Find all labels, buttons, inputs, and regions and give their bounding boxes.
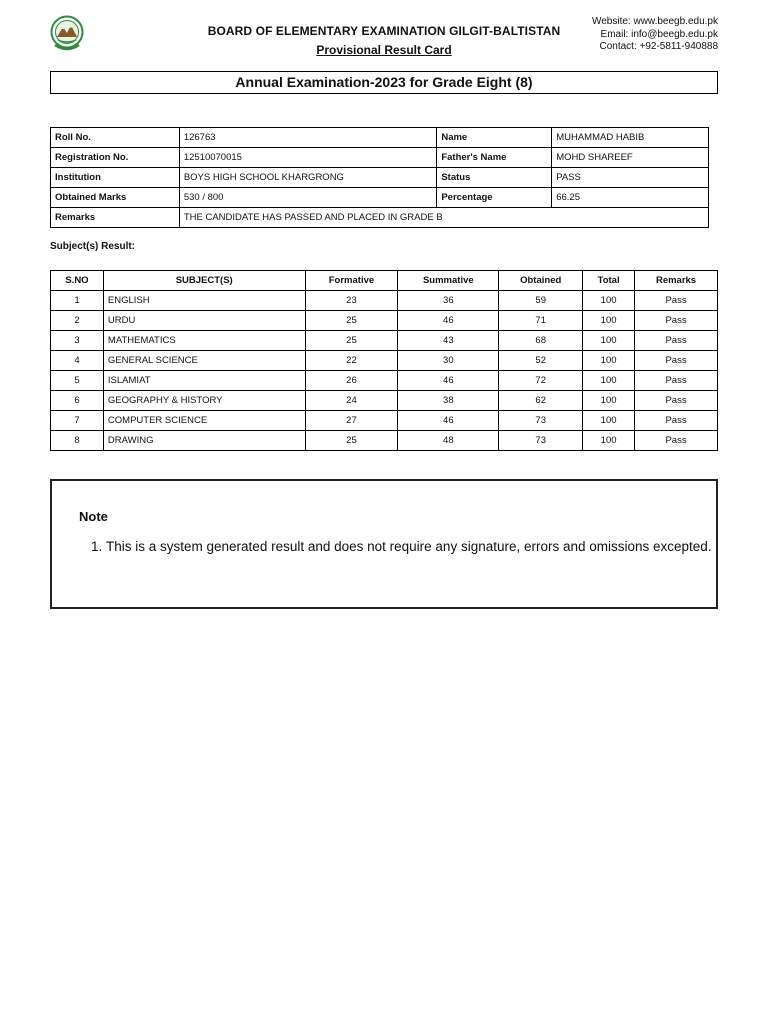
results-body [51, 291, 718, 451]
table-row [51, 411, 718, 431]
cell-summative: 38 [398, 391, 499, 411]
cell-formative: 23 [305, 291, 398, 311]
info-row [51, 208, 709, 228]
info-row [51, 128, 709, 148]
col-header-remarks: Remarks [635, 271, 718, 291]
cell-subject: URDU [103, 311, 305, 331]
obtained-marks-label: Obtained Marks [51, 188, 180, 208]
cell-subject: DRAWING [103, 431, 305, 451]
registration-label: Registration No. [51, 148, 180, 168]
cell-remarks: Pass [635, 431, 718, 451]
info-row [51, 168, 709, 188]
cell-summative: 46 [398, 311, 499, 331]
note-title: Note [79, 509, 108, 524]
cell-summative: 46 [398, 371, 499, 391]
cell-subject: COMPUTER SCIENCE [103, 411, 305, 431]
cell-subject: ISLAMIAT [103, 371, 305, 391]
col-header-subject: SUBJECT(S) [103, 271, 305, 291]
col-header-obtained: Obtained [499, 271, 583, 291]
table-row [51, 431, 718, 451]
board-title: BOARD OF ELEMENTARY EXAMINATION GILGIT-BALTISTAN [207, 24, 561, 38]
cell-formative: 26 [305, 371, 398, 391]
cell-obtained: 68 [499, 331, 583, 351]
note-item: 1. This is a system generated result and does not require any signature, errors and omissions excepted. [106, 538, 716, 555]
cell-remarks: Pass [635, 291, 718, 311]
cell-summative: 30 [398, 351, 499, 371]
cell-sno: 7 [51, 411, 104, 431]
col-header-sno: S.NO [51, 271, 104, 291]
website-text: Website: www.beegb.edu.pk [591, 16, 718, 27]
cell-obtained: 72 [499, 371, 583, 391]
registration-value: 12510070015 [179, 148, 437, 168]
note-list [78, 538, 716, 555]
name-value: MUHAMMAD HABIB [552, 128, 709, 148]
cell-obtained: 73 [499, 431, 583, 451]
cell-remarks: Pass [635, 371, 718, 391]
cell-total: 100 [583, 411, 635, 431]
info-row [51, 148, 709, 168]
info-row [51, 188, 709, 208]
col-header-summative: Summative [398, 271, 499, 291]
cell-formative: 25 [305, 431, 398, 451]
cell-sno: 2 [51, 311, 104, 331]
note-box [50, 479, 718, 609]
cell-formative: 22 [305, 351, 398, 371]
cell-total: 100 [583, 391, 635, 411]
email-text: Email: info@beegb.edu.pk [600, 28, 718, 40]
remarks-value: THE CANDIDATE HAS PASSED AND PLACED IN GRADE B [179, 208, 708, 228]
cell-subject: ENGLISH [103, 291, 305, 311]
institution-label: Institution [51, 168, 180, 188]
roll-value: 126763 [179, 128, 437, 148]
cell-formative: 25 [305, 311, 398, 331]
exam-title: Annual Examination-2023 for Grade Eight (8) [50, 71, 718, 94]
table-row [51, 291, 718, 311]
institution-value: BOYS HIGH SCHOOL KHARGRONG [179, 168, 437, 188]
results-header-row [51, 271, 718, 291]
cell-obtained: 71 [499, 311, 583, 331]
cell-subject: MATHEMATICS [103, 331, 305, 351]
percentage-value: 66.25 [552, 188, 709, 208]
cell-sno: 6 [51, 391, 104, 411]
status-label: Status [437, 168, 552, 188]
father-name-value: MOHD SHAREEF [552, 148, 709, 168]
table-row [51, 351, 718, 371]
col-header-formative: Formative [305, 271, 398, 291]
cell-remarks: Pass [635, 391, 718, 411]
cell-obtained: 73 [499, 411, 583, 431]
table-row [51, 391, 718, 411]
cell-formative: 24 [305, 391, 398, 411]
cell-sno: 5 [51, 371, 104, 391]
cell-sno: 8 [51, 431, 104, 451]
cell-formative: 27 [305, 411, 398, 431]
table-row [51, 371, 718, 391]
cell-formative: 25 [305, 331, 398, 351]
cell-total: 100 [583, 371, 635, 391]
cell-subject: GENERAL SCIENCE [103, 351, 305, 371]
cell-summative: 36 [398, 291, 499, 311]
cell-remarks: Pass [635, 351, 718, 371]
roll-label: Roll No. [51, 128, 180, 148]
cell-remarks: Pass [635, 331, 718, 351]
cell-remarks: Pass [635, 311, 718, 331]
table-row [51, 311, 718, 331]
contact-text: Contact: +92-5811-940888 [599, 41, 718, 52]
col-header-total: Total [583, 271, 635, 291]
obtained-marks-value: 530 / 800 [179, 188, 437, 208]
results-table [50, 270, 718, 451]
cell-summative: 46 [398, 411, 499, 431]
contact-info [592, 16, 718, 54]
cell-total: 100 [583, 331, 635, 351]
cell-obtained: 59 [499, 291, 583, 311]
cell-summative: 48 [398, 431, 499, 451]
remarks-label: Remarks [51, 208, 180, 228]
cell-subject: GEOGRAPHY & HISTORY [103, 391, 305, 411]
cell-sno: 1 [51, 291, 104, 311]
cell-obtained: 52 [499, 351, 583, 371]
cell-remarks: Pass [635, 411, 718, 431]
name-label: Name [437, 128, 552, 148]
cell-total: 100 [583, 431, 635, 451]
cell-total: 100 [583, 291, 635, 311]
cell-total: 100 [583, 351, 635, 371]
student-info-table [50, 127, 709, 228]
cell-summative: 43 [398, 331, 499, 351]
cell-sno: 4 [51, 351, 104, 371]
cell-total: 100 [583, 311, 635, 331]
percentage-label: Percentage [437, 188, 552, 208]
cell-sno: 3 [51, 331, 104, 351]
cell-obtained: 62 [499, 391, 583, 411]
table-row [51, 331, 718, 351]
status-value: PASS [552, 168, 709, 188]
card-title: Provisional Result Card [316, 43, 452, 57]
subjects-heading: Subject(s) Result: [50, 241, 136, 252]
father-name-label: Father's Name [437, 148, 552, 168]
